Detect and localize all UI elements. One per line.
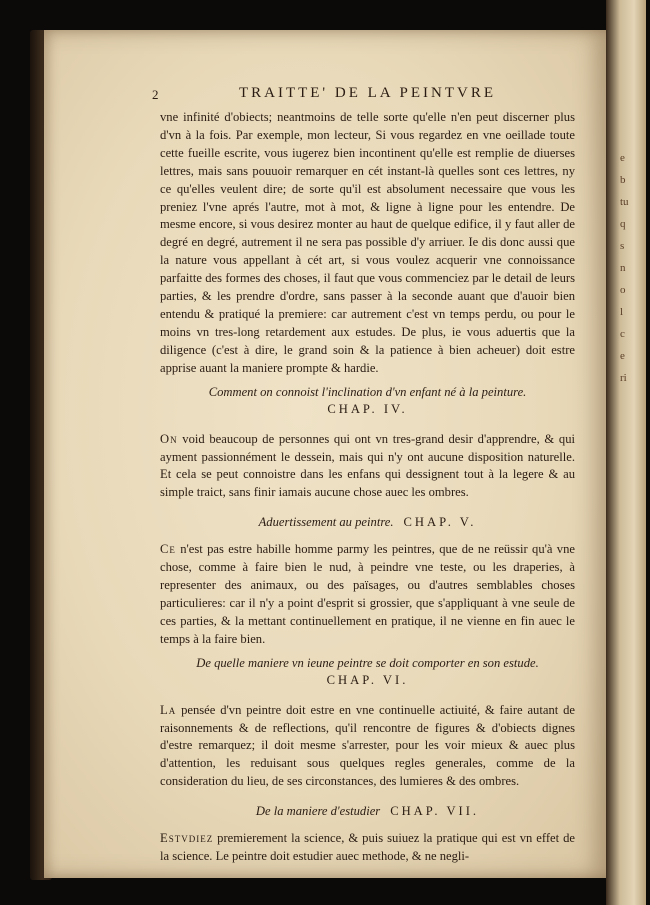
chapter-title: Aduertissement au peintre. xyxy=(258,515,394,530)
chapter-label: CHAP. V. xyxy=(403,515,477,530)
chapter-text: n'est pas estre habille homme parmy les peintres, que de ne reüssir qu'à vne chose, comme à faire bien le nud, à peindre vne teste, ou les draperies, à representer des animaux, ou des païsages, ou d'autres semblables choses particulieres: car il n'y a point d'esprit si grossier, que s'appliquant à vne seule de ces parties, & la mettant continuellement en pratique, il ne vienne en fin auec le temps à la faire bien. xyxy=(160,542,575,646)
intro-paragraph: vne infinité d'obiects; neantmoins de telle sorte qu'elle n'en peut discerner plus d'vn à la fois. Par exemple, mon lecteur, Si vous regardez en vne oeillade toute cette fueille escrite, vous iugerez bien incontinent qu'elle est remplie de diuerses lettres, mais sans pouuoir remarquer en cét instant-là quelles sont ces lettres, ny ce qu'elles veulent dire; de sorte qu'il est absolument necessaire que vous les preniez l'vne aprés l'autre, mot à mot, & ligne à ligne pour les entendre. De mesme encore, si vous desirez monter au haut de quelque edifice, il y faut aller de degré en degré, autrement il ne sera pas possible d'y arriuer. Ie dis donc aussi que la nature vous appellant à cét art, si vous voulez acquerir vne connoissance parfaitte des formes des choses, il faut que vous commenciez par le detail de leurs parties, & les prendre d'ordre, sans passer à la seconde auant que d'auoir bien entendu & pratiqué la premiere: car autrement c'est vn temps perdu, ou pour le moins vn tres-long retardement aux estudes. De plus, ie vous aduertis que la diligence (c'est à dire, le grand soin & la patience à bien acheuer) doit estre apprise auant la maniere prompte & hardie. xyxy=(160,110,575,375)
facing-fragment: o xyxy=(620,284,626,296)
chapter-title: De quelle maniere vn ieune peintre se doit comporter en son estude. xyxy=(196,655,539,670)
facing-fragment: c xyxy=(620,328,625,340)
facing-fragment: s xyxy=(620,240,625,252)
chapter-title: Comment on connoist l'inclination d'vn enfant né à la peinture. xyxy=(208,384,527,399)
facing-fragment: b xyxy=(620,174,626,186)
chapter-text: pensée d'vn peintre doit estre en vne continuelle actiuité, & faire autant de raisonnements & de reflections, qu'il rencontre de figures & d'obiects dignes d'estre remarquez; il doit mesme s'arrester, pour les voir mieux & auec plus d'attention, les reduisant sous quelques regles generales, comme de la consideration du lieu, de ses circonstances, des lumieres & des ombres. xyxy=(160,702,575,789)
facing-fragment: l xyxy=(620,306,624,318)
chapter-paragraph xyxy=(160,702,575,792)
chapter-paragraph xyxy=(160,541,575,648)
facing-fragment: ri xyxy=(620,372,627,384)
facing-fragment: n xyxy=(620,262,626,274)
chapter-label: CHAP. VI. xyxy=(326,672,409,687)
page-content xyxy=(152,85,575,866)
page-number: 2 xyxy=(152,87,159,102)
chapter-paragraph xyxy=(160,431,575,503)
running-head-title: TRAITTE' DE LA PEINTVRE xyxy=(238,85,497,101)
chapter-lead-word: La xyxy=(160,702,177,717)
chapter-lead-word: Ce xyxy=(160,542,176,557)
chapter-text: premierement la science, & puis suiuez la pratique qui est vn effet de la science. Le peintre doit estudier auec methode, & ne negli- xyxy=(160,831,575,864)
facing-fragment: e xyxy=(620,152,625,164)
facing-fragment: tu xyxy=(620,196,629,208)
chapter-text: void beaucoup de personnes qui ont vn tres-grand desir d'apprendre, & qui ayment passionnément le dessein, mais qui n'y ont aucune disposition naturelle. Et cela se peut connoistre dans les enfans qui dessignent tout à la legere & au simple traict, sans finir iamais aucune chose auec les ombres. xyxy=(160,431,575,500)
facing-fragment: e xyxy=(620,350,625,362)
chapter-paragraph xyxy=(160,830,575,866)
chapter-lead-word: On xyxy=(160,431,178,446)
chapter-heading xyxy=(160,803,575,820)
running-head xyxy=(152,85,575,109)
chapter-label: CHAP. IV. xyxy=(327,401,408,416)
chapter-title: De la maniere d'estudier xyxy=(255,804,381,819)
chapter-label: CHAP. VII. xyxy=(390,804,480,819)
chapter-heading xyxy=(160,514,575,531)
facing-fragment: q xyxy=(620,218,626,230)
facing-page-edge xyxy=(606,0,646,905)
chapter-lead-word: Estvdiez xyxy=(160,831,214,846)
